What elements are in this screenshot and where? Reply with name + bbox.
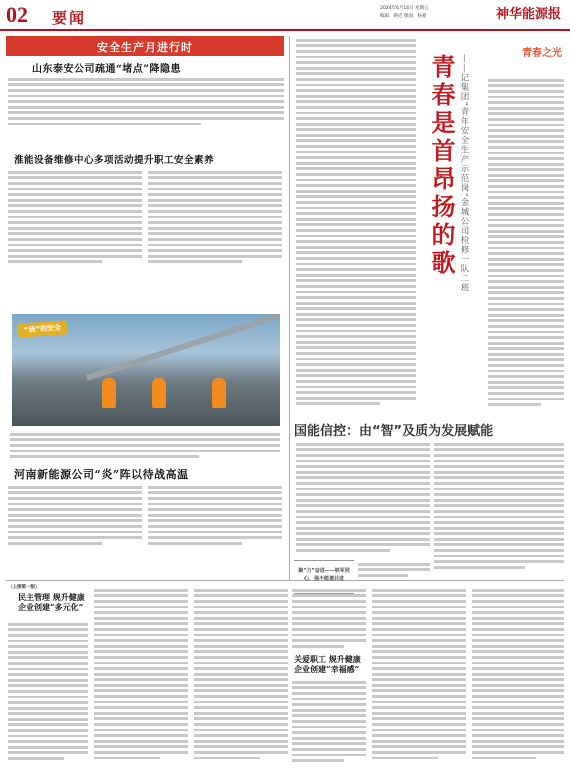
section-title: 要闻 bbox=[52, 9, 87, 27]
header-rule bbox=[0, 29, 570, 31]
worker-figure bbox=[152, 378, 166, 408]
photo-pipe-shape bbox=[86, 314, 278, 381]
feature-title: 青春是首昂扬的歌 bbox=[427, 54, 456, 278]
feature-body-col3 bbox=[488, 76, 564, 412]
issue-date: 2024年6月14日 星期五 bbox=[380, 6, 429, 11]
article-body-henan-col1 bbox=[8, 483, 142, 575]
guoneng-body-col2 bbox=[434, 440, 564, 576]
article-title-guoneng: 国能信控：由“智”及质为发展赋能 bbox=[294, 424, 494, 439]
photo-label: “我”的安全 bbox=[18, 320, 68, 337]
safety-month-banner bbox=[6, 36, 284, 56]
guoneng-body-tail bbox=[358, 560, 430, 578]
article-title-taian: 山东泰安公司疏通“堵点”降隐患 bbox=[32, 64, 182, 75]
bottom-body-col5 bbox=[372, 586, 466, 770]
worker-figure bbox=[102, 378, 116, 408]
article-title-care: 关爱职工 规升健康企业创建“幸福感” bbox=[294, 654, 361, 674]
feature-headline bbox=[424, 54, 484, 314]
continued-kicker: （上接第一版） bbox=[8, 585, 40, 590]
subsection-label: 聚“力”奋进——铁军同心，强不能谱共进 bbox=[298, 568, 350, 582]
bottom-body-col2 bbox=[94, 586, 188, 770]
article-body-huaineng-col2 bbox=[148, 168, 282, 308]
banner-text: 安全生产月进行时 bbox=[97, 41, 193, 54]
worker-figure bbox=[212, 378, 226, 408]
youth-column-label: 青春之光 bbox=[522, 48, 562, 59]
feature-body-col1 bbox=[296, 36, 416, 412]
bottom-body-col6 bbox=[472, 586, 564, 770]
article-body-henan-col2 bbox=[148, 483, 282, 575]
youth-column-logo bbox=[500, 38, 562, 72]
section-divider bbox=[6, 580, 564, 581]
article-title-huaineng: 淮能设备维修中心多项活动提升职工安全素养 bbox=[14, 155, 215, 166]
article-title-henan: 河南新能源公司“炎”阵以待战高温 bbox=[14, 468, 189, 481]
bottom-body-col4-top bbox=[292, 586, 366, 650]
guoneng-body-col1 bbox=[296, 440, 430, 556]
bottom-body-col1 bbox=[8, 620, 88, 770]
article-body-taian bbox=[8, 75, 284, 147]
editor-line: 编辑：路近 版面：杨蒙 bbox=[380, 14, 427, 19]
bottom-body-col3 bbox=[194, 586, 288, 770]
feature-subtitle: ——记集团“青年安全生产示范岗”金城公司检修一队二班 bbox=[459, 54, 469, 293]
page-header bbox=[0, 0, 570, 34]
safety-photo bbox=[12, 314, 280, 426]
column-divider bbox=[289, 36, 290, 580]
article-body-huaineng-col1 bbox=[8, 168, 142, 308]
article-title-democracy: 民主管理 规升健康企业创建“多元化” bbox=[18, 592, 85, 612]
photo-caption bbox=[10, 430, 280, 464]
masthead-logo: 神华能源报 bbox=[496, 7, 562, 22]
bottom-body-col4-bottom bbox=[292, 678, 366, 770]
page-number: 02 bbox=[6, 2, 28, 27]
